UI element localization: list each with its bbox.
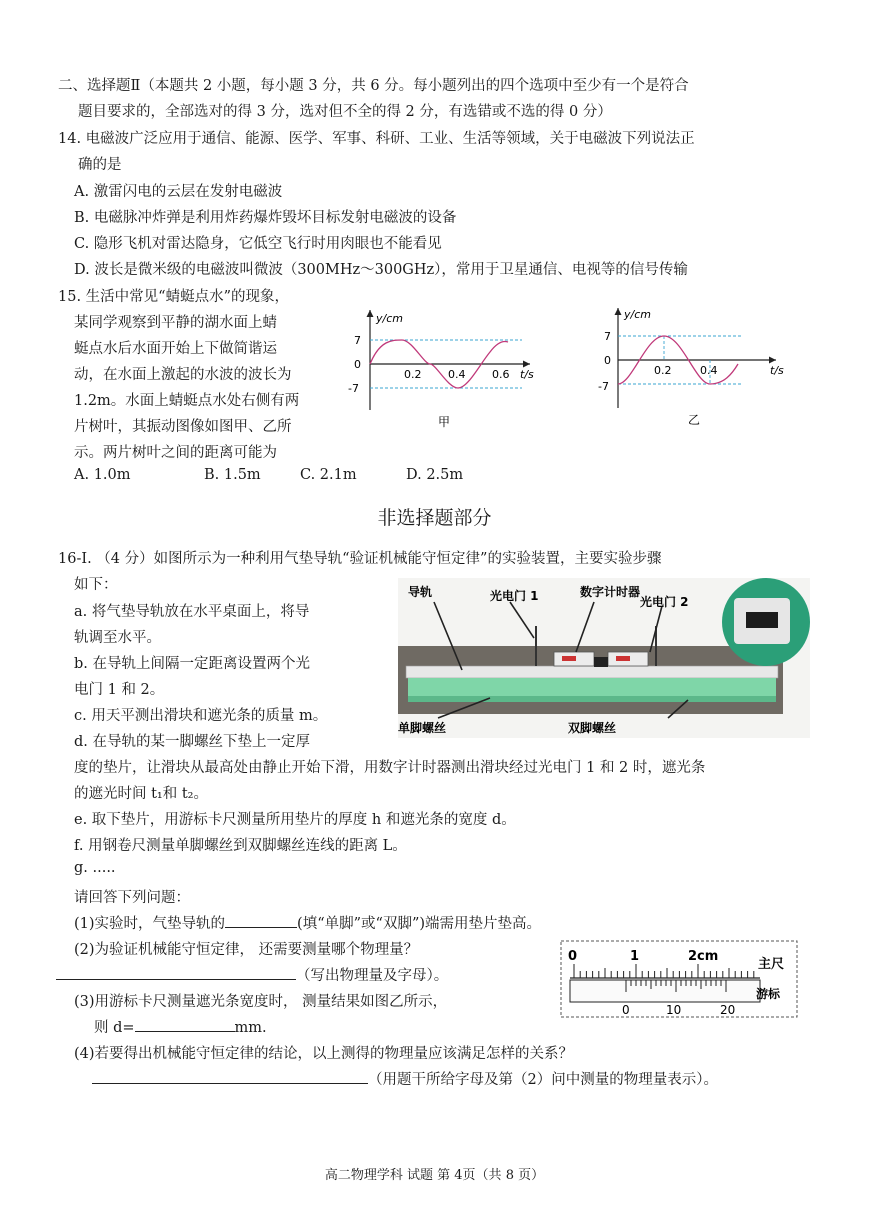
yi-xtick-04: 0.4 <box>700 364 718 377</box>
q16-sub1-after: (填“单脚”或“双脚”)端需用垫片垫高。 <box>297 916 542 932</box>
q15-option-d: D. 2.5m <box>406 467 464 483</box>
q16-sub4-answer <box>92 1068 718 1089</box>
q15-option-a: A. 1.0m <box>74 467 131 483</box>
page-footer: 高二物理学科 试题 第 4页（共 8 页） <box>324 1168 545 1183</box>
q16-step-c: c. 用天平测出滑块和遮光条的质量 m。 <box>74 708 328 724</box>
vernier-tick-label-10: 10 <box>666 1003 682 1017</box>
q15-option-c: C. 2.1m <box>300 467 357 483</box>
q14-stem-line1: 14. 电磁波广泛应用于通信、能源、医学、军事、科研、工业、生活等领域，关于电磁波下列说法正 <box>58 131 695 147</box>
yi-ytick-0: 0 <box>604 354 611 367</box>
timer-led-1 <box>562 656 576 661</box>
q16-sub4-line1: (4)若要得出机械能守恒定律的结论，以上测得的物理量应该满足怎样的关系？ <box>74 1046 574 1062</box>
q14-stem-line2: 确的是 <box>78 157 122 173</box>
q16-step-d2: 度的垫片，让滑块从最高处由静止开始下滑，用数字计时器测出滑块经过光电门 1 和 2 时，遮光条 <box>74 760 706 776</box>
photo-label-double-screw: 双脚螺丝 <box>568 721 617 735</box>
timer-led-2 <box>616 656 630 661</box>
graph-yi <box>592 302 802 434</box>
q15-line2: 某同学观察到平静的湖水面上蜻 <box>74 315 277 331</box>
yi-ytick-neg7: -7 <box>598 380 609 393</box>
air-track-photo <box>398 578 810 738</box>
q15-line1: 15. 生活中常见“蜻蜓点水”的现象， <box>58 289 289 305</box>
q14-option-d: D. 波长是微米级的电磁波叫微波（300MHz～300GHz），常用于卫星通信、电视等的信号传输 <box>74 262 688 278</box>
q16-step-f: f. 用钢卷尺测量单脚螺丝到双脚螺丝连线的距离 L。 <box>74 838 407 854</box>
q16-sub2-answer-blank[interactable] <box>56 965 296 980</box>
zoom-inset-gate-opening <box>746 612 778 628</box>
q16-sub4-answer-blank[interactable] <box>92 1069 368 1084</box>
yi-xlabel: t/s <box>770 364 784 377</box>
q16-step-g: g. ..... <box>74 860 116 876</box>
q16-sub3-answer-blank[interactable] <box>135 1017 235 1032</box>
q16-step-a2: 轨调至水平。 <box>74 630 161 646</box>
main-tick-label-2cm: 2cm <box>688 949 719 964</box>
q16-step-b2: 电门 1 和 2。 <box>74 682 165 698</box>
section-header-line1: 二、选择题Ⅱ（本题共 2 小题，每小题 3 分，共 6 分。每小题列出的四个选项中至少有一个是符合 <box>58 78 689 94</box>
photo-label-gate2: 光电门 2 <box>640 595 689 609</box>
vernier-tick-label-0: 0 <box>622 1003 630 1017</box>
jia-ytick-0: 0 <box>354 358 361 371</box>
q16-sub1-before: (1)实验时，气垫导轨的 <box>74 916 226 932</box>
q15-line7: 示。两片树叶之间的距离可能为 <box>74 445 277 461</box>
yi-ylabel: y/cm <box>624 308 651 321</box>
section-header-line2: 题目要求的，全部选对的得 3 分，选对但不全的得 2 分，有选错或不选的得 0 分） <box>78 104 612 120</box>
q15-line3: 蜓点水后水面开始上下做简谐运 <box>74 341 277 357</box>
q16-sub3-line1: (3)用游标卡尺测量遮光条宽度时， 测量结果如图乙所示， <box>74 994 448 1010</box>
main-tick-label-0: 0 <box>568 949 578 964</box>
q16-step-d3: 的遮光时间 t₁和 t₂。 <box>74 786 208 802</box>
slider-block <box>594 657 608 667</box>
main-tick-label-1: 1 <box>630 949 640 964</box>
q16-stem-line1: 16-Ⅰ. （4 分）如图所示为一种利用气垫导轨“验证机械能守恒定律”的实验装置，主要实验步骤 <box>58 551 662 567</box>
photo-label-gate1: 光电门 1 <box>490 589 539 603</box>
q16-sub1 <box>74 912 541 933</box>
photo-label-single-screw: 单脚螺丝 <box>398 721 447 735</box>
q16-sub1-answer-blank[interactable] <box>225 913 297 928</box>
q15-option-b: B. 1.5m <box>204 467 261 483</box>
air-track-base-edge <box>408 696 776 702</box>
q16-sub3-answer <box>94 1016 267 1037</box>
jia-ytick-7: 7 <box>354 334 361 347</box>
part-two-title: 非选择题部分 <box>377 507 492 529</box>
q15-line4: 动，在水面上激起的水波的波长为 <box>74 367 292 383</box>
yi-caption: 乙 <box>688 413 701 427</box>
q14-option-b: B. 电磁脉冲炸弹是利用炸药爆炸毁坏目标发射电磁波的设备 <box>74 210 457 226</box>
q16-sub2-line1: (2)为验证机械能守恒定律， 还需要测量哪个物理量？ <box>74 942 419 958</box>
jia-ylabel: y/cm <box>376 312 403 325</box>
yi-ytick-7: 7 <box>604 330 611 343</box>
jia-caption: 甲 <box>438 415 451 429</box>
q14-option-a: A. 激雷闪电的云层在发射电磁波 <box>74 184 283 200</box>
vernier-scale-body <box>570 980 760 1002</box>
vernier-scale-label: 游标 <box>756 987 781 1001</box>
vernier-tick-label-20: 20 <box>720 1003 736 1017</box>
vernier-caliper-figure <box>560 940 798 1018</box>
jia-xtick-02: 0.2 <box>404 368 422 381</box>
q16-stem-line2: 如下： <box>74 577 118 593</box>
graph-jia <box>340 302 550 434</box>
q16-prompt: 请回答下列问题： <box>74 890 190 906</box>
jia-xtick-06: 0.6 <box>492 368 510 381</box>
jia-xtick-04: 0.4 <box>448 368 466 381</box>
main-scale-label: 主尺 <box>758 957 785 972</box>
q16-step-b1: b. 在导轨上间隔一定距离设置两个光 <box>74 656 310 672</box>
q16-step-a1: a. 将气垫导轨放在水平桌面上，将导 <box>74 604 310 620</box>
q15-line6: 片树叶，其振动图像如图甲、乙所 <box>74 419 292 435</box>
jia-ytick-neg7: -7 <box>348 382 359 395</box>
q16-sub2-after: （写出物理量及字母）。 <box>296 968 449 984</box>
q16-sub4-after: （用题干所给字母及第（2）问中测量的物理量表示）。 <box>368 1072 718 1088</box>
main-scale-ticks <box>574 964 754 978</box>
photo-label-timer: 数字计时器 <box>580 585 641 599</box>
jia-xlabel: t/s <box>520 368 534 381</box>
q16-sub3-after: mm. <box>234 1020 267 1036</box>
yi-xtick-02: 0.2 <box>654 364 672 377</box>
q16-sub2-answer <box>56 964 448 985</box>
q16-sub3-before: 则 d= <box>94 1020 135 1036</box>
q16-step-e: e. 取下垫片，用游标卡尺测量所用垫片的厚度 h 和遮光条的宽度 d。 <box>74 812 516 828</box>
q16-step-d1: d. 在导轨的某一脚螺丝下垫上一定厚 <box>74 734 310 750</box>
q15-line5: 1.2m。水面上蜻蜓点水处右侧有两 <box>74 393 300 409</box>
q14-option-c: C. 隐形飞机对雷达隐身，它低空飞行时用肉眼也不能看见 <box>74 236 442 252</box>
photo-label-rail: 导轨 <box>408 585 433 599</box>
air-track-base <box>408 678 776 696</box>
